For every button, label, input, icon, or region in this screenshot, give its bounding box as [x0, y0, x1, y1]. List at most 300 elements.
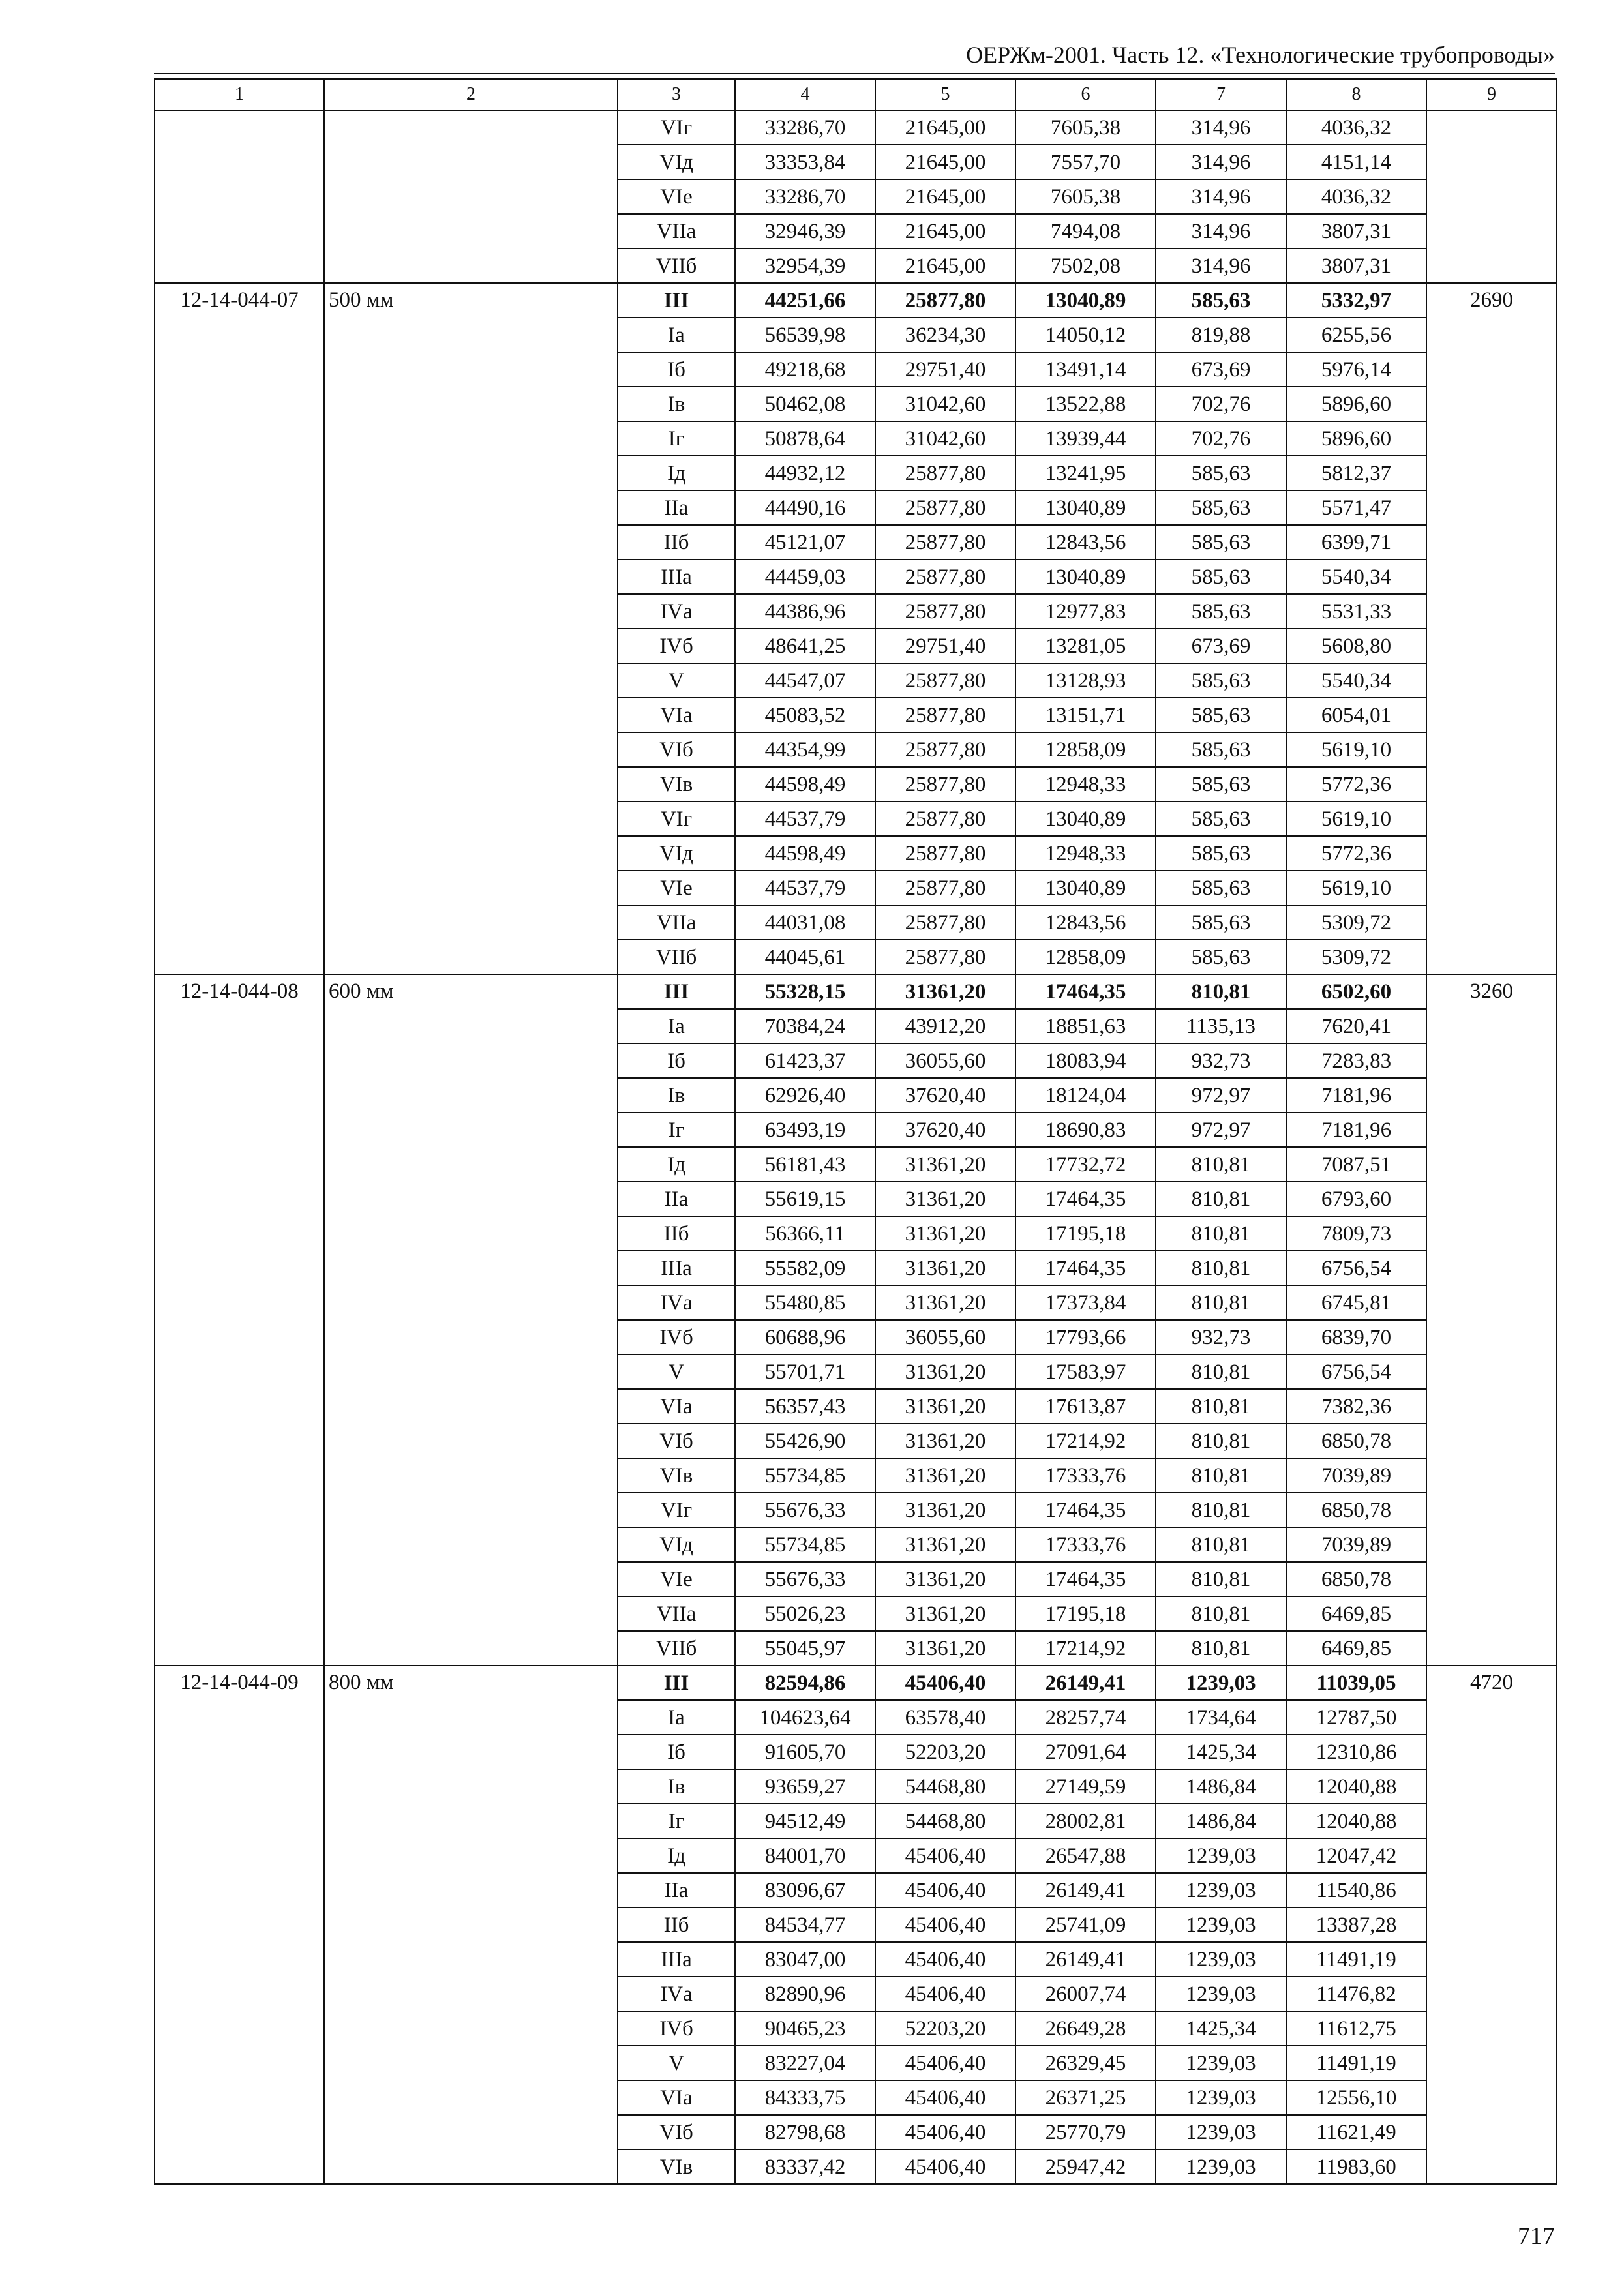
value-cell: 6756,54	[1286, 1354, 1426, 1389]
value-cell: 93659,27	[735, 1769, 875, 1804]
value-cell: 31361,20	[875, 1596, 1015, 1631]
value-cell: 31361,20	[875, 1216, 1015, 1251]
value-cell: 1486,84	[1156, 1769, 1286, 1804]
value-cell: 31361,20	[875, 1562, 1015, 1596]
value-cell: 810,81	[1156, 1147, 1286, 1182]
value-cell: 83096,67	[735, 1873, 875, 1908]
value-cell: 6839,70	[1286, 1320, 1426, 1354]
region-code-cell: IVб	[618, 1320, 735, 1354]
region-code-cell: Iб	[618, 1735, 735, 1769]
value-cell: 11491,19	[1286, 1942, 1426, 1977]
value-cell: 63578,40	[875, 1700, 1015, 1735]
value-cell: 84534,77	[735, 1908, 875, 1942]
value-cell: 91605,70	[735, 1735, 875, 1769]
value-cell: 702,76	[1156, 387, 1286, 421]
value-cell: 7181,96	[1286, 1113, 1426, 1147]
value-cell: 17464,35	[1015, 1251, 1156, 1285]
value-cell: 11540,86	[1286, 1873, 1426, 1908]
value-cell: 21645,00	[875, 110, 1015, 145]
value-cell: 1239,03	[1156, 2149, 1286, 2184]
value-cell: 18690,83	[1015, 1113, 1156, 1147]
value-cell: 45121,07	[735, 525, 875, 560]
value-cell: 48641,25	[735, 629, 875, 663]
value-cell: 26329,45	[1015, 2046, 1156, 2080]
value-cell: 972,97	[1156, 1113, 1286, 1147]
region-code-cell: Iб	[618, 1043, 735, 1078]
value-cell: 1734,64	[1156, 1700, 1286, 1735]
value-cell: 5619,10	[1286, 801, 1426, 836]
value-cell: 13151,71	[1015, 698, 1156, 732]
value-cell: 84333,75	[735, 2080, 875, 2115]
value-cell: 17214,92	[1015, 1424, 1156, 1458]
item-column-9	[1426, 110, 1557, 283]
value-cell: 585,63	[1156, 525, 1286, 560]
value-cell: 12047,42	[1286, 1838, 1426, 1873]
value-cell: 1239,03	[1156, 1942, 1286, 1977]
value-cell: 21645,00	[875, 179, 1015, 214]
page-number: 717	[1518, 2222, 1555, 2250]
value-cell: 27091,64	[1015, 1735, 1156, 1769]
value-cell: 12948,33	[1015, 767, 1156, 801]
value-cell: 12977,83	[1015, 594, 1156, 629]
value-cell: 7502,08	[1015, 248, 1156, 283]
value-cell: 56366,11	[735, 1216, 875, 1251]
value-cell: 31361,20	[875, 1493, 1015, 1527]
value-cell: 25877,80	[875, 905, 1015, 940]
value-cell: 25877,80	[875, 732, 1015, 767]
value-cell: 32946,39	[735, 214, 875, 248]
table-body	[155, 110, 1557, 2184]
value-cell: 18851,63	[1015, 1009, 1156, 1043]
value-cell: 31361,20	[875, 1251, 1015, 1285]
value-cell: 13128,93	[1015, 663, 1156, 698]
value-cell: 5531,33	[1286, 594, 1426, 629]
value-cell: 82890,96	[735, 1977, 875, 2011]
value-cell: 810,81	[1156, 1458, 1286, 1493]
region-code-cell: IVб	[618, 629, 735, 663]
value-cell: 7039,89	[1286, 1458, 1426, 1493]
value-cell: 45406,40	[875, 1942, 1015, 1977]
region-code-cell: V	[618, 663, 735, 698]
value-cell: 13040,89	[1015, 801, 1156, 836]
value-cell: 314,96	[1156, 179, 1286, 214]
value-cell: 6469,85	[1286, 1596, 1426, 1631]
value-cell: 82594,86	[735, 1666, 875, 1700]
region-code-cell: Iв	[618, 1769, 735, 1804]
value-cell: 585,63	[1156, 456, 1286, 490]
value-cell: 932,73	[1156, 1320, 1286, 1354]
value-cell: 31361,20	[875, 1285, 1015, 1320]
region-code-cell: VIв	[618, 767, 735, 801]
region-code-cell: Iг	[618, 421, 735, 456]
value-cell: 45406,40	[875, 2149, 1015, 2184]
item-name: 500 мм	[324, 283, 618, 974]
value-cell: 12948,33	[1015, 836, 1156, 871]
value-cell: 13040,89	[1015, 560, 1156, 594]
value-cell: 70384,24	[735, 1009, 875, 1043]
region-code-cell: Iб	[618, 352, 735, 387]
region-code-cell: Iд	[618, 1147, 735, 1182]
value-cell: 36055,60	[875, 1043, 1015, 1078]
value-cell: 932,73	[1156, 1043, 1286, 1078]
value-cell: 5812,37	[1286, 456, 1426, 490]
value-cell: 52203,20	[875, 2011, 1015, 2046]
value-cell: 6850,78	[1286, 1493, 1426, 1527]
value-cell: 55582,09	[735, 1251, 875, 1285]
value-cell: 6793,60	[1286, 1182, 1426, 1216]
value-cell: 55480,85	[735, 1285, 875, 1320]
value-cell: 810,81	[1156, 974, 1286, 1009]
column-number: 7	[1156, 79, 1286, 110]
value-cell: 56539,98	[735, 318, 875, 352]
value-cell: 17333,76	[1015, 1527, 1156, 1562]
value-cell: 44490,16	[735, 490, 875, 525]
value-cell: 45406,40	[875, 1838, 1015, 1873]
value-cell: 17583,97	[1015, 1354, 1156, 1389]
column-number: 2	[324, 79, 618, 110]
column-number: 4	[735, 79, 875, 110]
region-code-cell: VIа	[618, 1389, 735, 1424]
value-cell: 17195,18	[1015, 1216, 1156, 1251]
value-cell: 673,69	[1156, 352, 1286, 387]
item-code	[155, 110, 324, 283]
value-cell: 50878,64	[735, 421, 875, 456]
value-cell: 44598,49	[735, 836, 875, 871]
value-cell: 7181,96	[1286, 1078, 1426, 1113]
value-cell: 25877,80	[875, 560, 1015, 594]
region-code-cell: III	[618, 974, 735, 1009]
value-cell: 21645,00	[875, 214, 1015, 248]
value-cell: 26547,88	[1015, 1838, 1156, 1873]
value-cell: 7382,36	[1286, 1389, 1426, 1424]
value-cell: 45406,40	[875, 2046, 1015, 2080]
value-cell: 810,81	[1156, 1182, 1286, 1216]
value-cell: 54468,80	[875, 1804, 1015, 1838]
item-code: 12-14-044-08	[155, 974, 324, 1666]
value-cell: 90465,23	[735, 2011, 875, 2046]
value-cell: 25877,80	[875, 698, 1015, 732]
value-cell: 1486,84	[1156, 1804, 1286, 1838]
value-cell: 31361,20	[875, 1527, 1015, 1562]
region-code-cell: IIб	[618, 1908, 735, 1942]
value-cell: 1239,03	[1156, 1977, 1286, 2011]
value-cell: 5540,34	[1286, 560, 1426, 594]
value-cell: 1239,03	[1156, 2115, 1286, 2149]
value-cell: 45406,40	[875, 1873, 1015, 1908]
value-cell: 585,63	[1156, 663, 1286, 698]
value-cell: 37620,40	[875, 1113, 1015, 1147]
value-cell: 25877,80	[875, 663, 1015, 698]
value-cell: 55619,15	[735, 1182, 875, 1216]
value-cell: 4036,32	[1286, 110, 1426, 145]
value-cell: 60688,96	[735, 1320, 875, 1354]
region-code-cell: VIг	[618, 801, 735, 836]
value-cell: 1425,34	[1156, 1735, 1286, 1769]
item-column-9: 2690	[1426, 283, 1557, 974]
value-cell: 1239,03	[1156, 1666, 1286, 1700]
value-cell: 25877,80	[875, 456, 1015, 490]
value-cell: 5772,36	[1286, 767, 1426, 801]
region-code-cell: IIа	[618, 1182, 735, 1216]
value-cell: 45083,52	[735, 698, 875, 732]
value-cell: 5309,72	[1286, 905, 1426, 940]
region-code-cell: VIв	[618, 1458, 735, 1493]
value-cell: 6850,78	[1286, 1424, 1426, 1458]
value-cell: 49218,68	[735, 352, 875, 387]
value-cell: 17464,35	[1015, 1493, 1156, 1527]
value-cell: 7809,73	[1286, 1216, 1426, 1251]
value-cell: 44547,07	[735, 663, 875, 698]
region-code-cell: VIе	[618, 179, 735, 214]
region-code-cell: IVа	[618, 1285, 735, 1320]
value-cell: 13040,89	[1015, 490, 1156, 525]
region-code-cell: Iв	[618, 387, 735, 421]
region-code-cell: VIа	[618, 698, 735, 732]
value-cell: 810,81	[1156, 1216, 1286, 1251]
price-table	[154, 78, 1557, 2185]
value-cell: 585,63	[1156, 767, 1286, 801]
value-cell: 55328,15	[735, 974, 875, 1009]
value-cell: 82798,68	[735, 2115, 875, 2149]
region-code-cell: Iд	[618, 1838, 735, 1873]
value-cell: 44932,12	[735, 456, 875, 490]
region-code-cell: VIг	[618, 1493, 735, 1527]
region-code-cell: VIа	[618, 2080, 735, 2115]
value-cell: 4151,14	[1286, 145, 1426, 179]
value-cell: 585,63	[1156, 698, 1286, 732]
region-code-cell: VIг	[618, 110, 735, 145]
value-cell: 54468,80	[875, 1769, 1015, 1804]
value-cell: 25770,79	[1015, 2115, 1156, 2149]
value-cell: 25741,09	[1015, 1908, 1156, 1942]
region-code-cell: VIе	[618, 1562, 735, 1596]
value-cell: 12556,10	[1286, 2080, 1426, 2115]
value-cell: 31361,20	[875, 1182, 1015, 1216]
value-cell: 12310,86	[1286, 1735, 1426, 1769]
value-cell: 4036,32	[1286, 179, 1426, 214]
value-cell: 11476,82	[1286, 1977, 1426, 2011]
value-cell: 31361,20	[875, 1631, 1015, 1666]
value-cell: 45406,40	[875, 1666, 1015, 1700]
region-code-cell: Iв	[618, 1078, 735, 1113]
value-cell: 26149,41	[1015, 1873, 1156, 1908]
value-cell: 1239,03	[1156, 1838, 1286, 1873]
region-code-cell: VIд	[618, 1527, 735, 1562]
value-cell: 5772,36	[1286, 836, 1426, 871]
column-number: 1	[155, 79, 324, 110]
value-cell: 6255,56	[1286, 318, 1426, 352]
value-cell: 45406,40	[875, 2115, 1015, 2149]
value-cell: 56181,43	[735, 1147, 875, 1182]
value-cell: 11983,60	[1286, 2149, 1426, 2184]
value-cell: 585,63	[1156, 283, 1286, 318]
value-cell: 3807,31	[1286, 214, 1426, 248]
column-number: 8	[1286, 79, 1426, 110]
value-cell: 94512,49	[735, 1804, 875, 1838]
value-cell: 44386,96	[735, 594, 875, 629]
value-cell: 13522,88	[1015, 387, 1156, 421]
value-cell: 55676,33	[735, 1562, 875, 1596]
value-cell: 12858,09	[1015, 940, 1156, 974]
value-cell: 7283,83	[1286, 1043, 1426, 1078]
value-cell: 13281,05	[1015, 629, 1156, 663]
value-cell: 25877,80	[875, 490, 1015, 525]
region-code-cell: III	[618, 1666, 735, 1700]
region-code-cell: IVа	[618, 594, 735, 629]
value-cell: 5571,47	[1286, 490, 1426, 525]
value-cell: 55701,71	[735, 1354, 875, 1389]
item-column-9: 4720	[1426, 1666, 1557, 2184]
value-cell: 50462,08	[735, 387, 875, 421]
region-code-cell: VIIб	[618, 1631, 735, 1666]
value-cell: 36055,60	[875, 1320, 1015, 1354]
value-cell: 17373,84	[1015, 1285, 1156, 1320]
value-cell: 45406,40	[875, 2080, 1015, 2115]
value-cell: 7557,70	[1015, 145, 1156, 179]
item-code: 12-14-044-07	[155, 283, 324, 974]
value-cell: 11491,19	[1286, 2046, 1426, 2080]
value-cell: 25877,80	[875, 940, 1015, 974]
value-cell: 31361,20	[875, 1458, 1015, 1493]
value-cell: 13241,95	[1015, 456, 1156, 490]
region-code-cell: Iг	[618, 1113, 735, 1147]
value-cell: 44251,66	[735, 283, 875, 318]
value-cell: 27149,59	[1015, 1769, 1156, 1804]
value-cell: 33286,70	[735, 110, 875, 145]
value-cell: 31042,60	[875, 387, 1015, 421]
value-cell: 55426,90	[735, 1424, 875, 1458]
value-cell: 12040,88	[1286, 1769, 1426, 1804]
value-cell: 7087,51	[1286, 1147, 1426, 1182]
value-cell: 585,63	[1156, 905, 1286, 940]
value-cell: 84001,70	[735, 1838, 875, 1873]
region-code-cell: V	[618, 2046, 735, 2080]
column-number: 9	[1426, 79, 1557, 110]
value-cell: 5309,72	[1286, 940, 1426, 974]
value-cell: 702,76	[1156, 421, 1286, 456]
value-cell: 31361,20	[875, 1389, 1015, 1424]
value-cell: 7605,38	[1015, 110, 1156, 145]
value-cell: 44045,61	[735, 940, 875, 974]
value-cell: 62926,40	[735, 1078, 875, 1113]
value-cell: 12040,88	[1286, 1804, 1426, 1838]
value-cell: 6502,60	[1286, 974, 1426, 1009]
value-cell: 44031,08	[735, 905, 875, 940]
region-code-cell: V	[618, 1354, 735, 1389]
value-cell: 25877,80	[875, 871, 1015, 905]
region-code-cell: Iд	[618, 456, 735, 490]
item-code: 12-14-044-09	[155, 1666, 324, 2184]
region-code-cell: VIд	[618, 145, 735, 179]
item-name: 600 мм	[324, 974, 618, 1666]
value-cell: 6745,81	[1286, 1285, 1426, 1320]
value-cell: 55676,33	[735, 1493, 875, 1527]
value-cell: 25877,80	[875, 525, 1015, 560]
value-cell: 5540,34	[1286, 663, 1426, 698]
table-row	[155, 1666, 1557, 1700]
value-cell: 25877,80	[875, 836, 1015, 871]
page-header: ОЕРЖм-2001. Часть 12. «Технологические трубопроводы»	[966, 42, 1555, 68]
value-cell: 13040,89	[1015, 283, 1156, 318]
value-cell: 83227,04	[735, 2046, 875, 2080]
value-cell: 810,81	[1156, 1354, 1286, 1389]
value-cell: 61423,37	[735, 1043, 875, 1078]
value-cell: 1135,13	[1156, 1009, 1286, 1043]
value-cell: 104623,64	[735, 1700, 875, 1735]
region-code-cell: III	[618, 283, 735, 318]
value-cell: 31361,20	[875, 1354, 1015, 1389]
value-cell: 55045,97	[735, 1631, 875, 1666]
value-cell: 12843,56	[1015, 525, 1156, 560]
value-cell: 28002,81	[1015, 1804, 1156, 1838]
value-cell: 585,63	[1156, 836, 1286, 871]
header-rule	[154, 73, 1555, 74]
value-cell: 17732,72	[1015, 1147, 1156, 1182]
value-cell: 44537,79	[735, 871, 875, 905]
value-cell: 25877,80	[875, 594, 1015, 629]
value-cell: 31042,60	[875, 421, 1015, 456]
value-cell: 314,96	[1156, 248, 1286, 283]
value-cell: 25877,80	[875, 801, 1015, 836]
value-cell: 25947,42	[1015, 2149, 1156, 2184]
value-cell: 5332,97	[1286, 283, 1426, 318]
region-code-cell: VIе	[618, 871, 735, 905]
value-cell: 314,96	[1156, 214, 1286, 248]
column-number: 3	[618, 79, 735, 110]
value-cell: 11621,49	[1286, 2115, 1426, 2149]
region-code-cell: Iа	[618, 1009, 735, 1043]
value-cell: 13387,28	[1286, 1908, 1426, 1942]
value-cell: 25877,80	[875, 283, 1015, 318]
region-code-cell: VIб	[618, 2115, 735, 2149]
value-cell: 810,81	[1156, 1251, 1286, 1285]
value-cell: 585,63	[1156, 594, 1286, 629]
value-cell: 28257,74	[1015, 1700, 1156, 1735]
region-code-cell: IIб	[618, 525, 735, 560]
value-cell: 31361,20	[875, 974, 1015, 1009]
table-row	[155, 110, 1557, 145]
value-cell: 17793,66	[1015, 1320, 1156, 1354]
value-cell: 585,63	[1156, 871, 1286, 905]
value-cell: 810,81	[1156, 1562, 1286, 1596]
value-cell: 83337,42	[735, 2149, 875, 2184]
value-cell: 17464,35	[1015, 1182, 1156, 1216]
value-cell: 810,81	[1156, 1389, 1286, 1424]
region-code-cell: Iа	[618, 318, 735, 352]
value-cell: 7039,89	[1286, 1527, 1426, 1562]
value-cell: 1239,03	[1156, 2080, 1286, 2115]
region-code-cell: IIа	[618, 490, 735, 525]
region-code-cell: VIд	[618, 836, 735, 871]
value-cell: 26149,41	[1015, 1666, 1156, 1700]
region-code-cell: VIб	[618, 1424, 735, 1458]
value-cell: 18083,94	[1015, 1043, 1156, 1078]
value-cell: 5896,60	[1286, 387, 1426, 421]
value-cell: 32954,39	[735, 248, 875, 283]
value-cell: 21645,00	[875, 145, 1015, 179]
value-cell: 83047,00	[735, 1942, 875, 1977]
region-code-cell: IIб	[618, 1216, 735, 1251]
value-cell: 33353,84	[735, 145, 875, 179]
value-cell: 55734,85	[735, 1527, 875, 1562]
value-cell: 44459,03	[735, 560, 875, 594]
value-cell: 5619,10	[1286, 732, 1426, 767]
value-cell: 13491,14	[1015, 352, 1156, 387]
value-cell: 44354,99	[735, 732, 875, 767]
value-cell: 6469,85	[1286, 1631, 1426, 1666]
value-cell: 7620,41	[1286, 1009, 1426, 1043]
value-cell: 12843,56	[1015, 905, 1156, 940]
